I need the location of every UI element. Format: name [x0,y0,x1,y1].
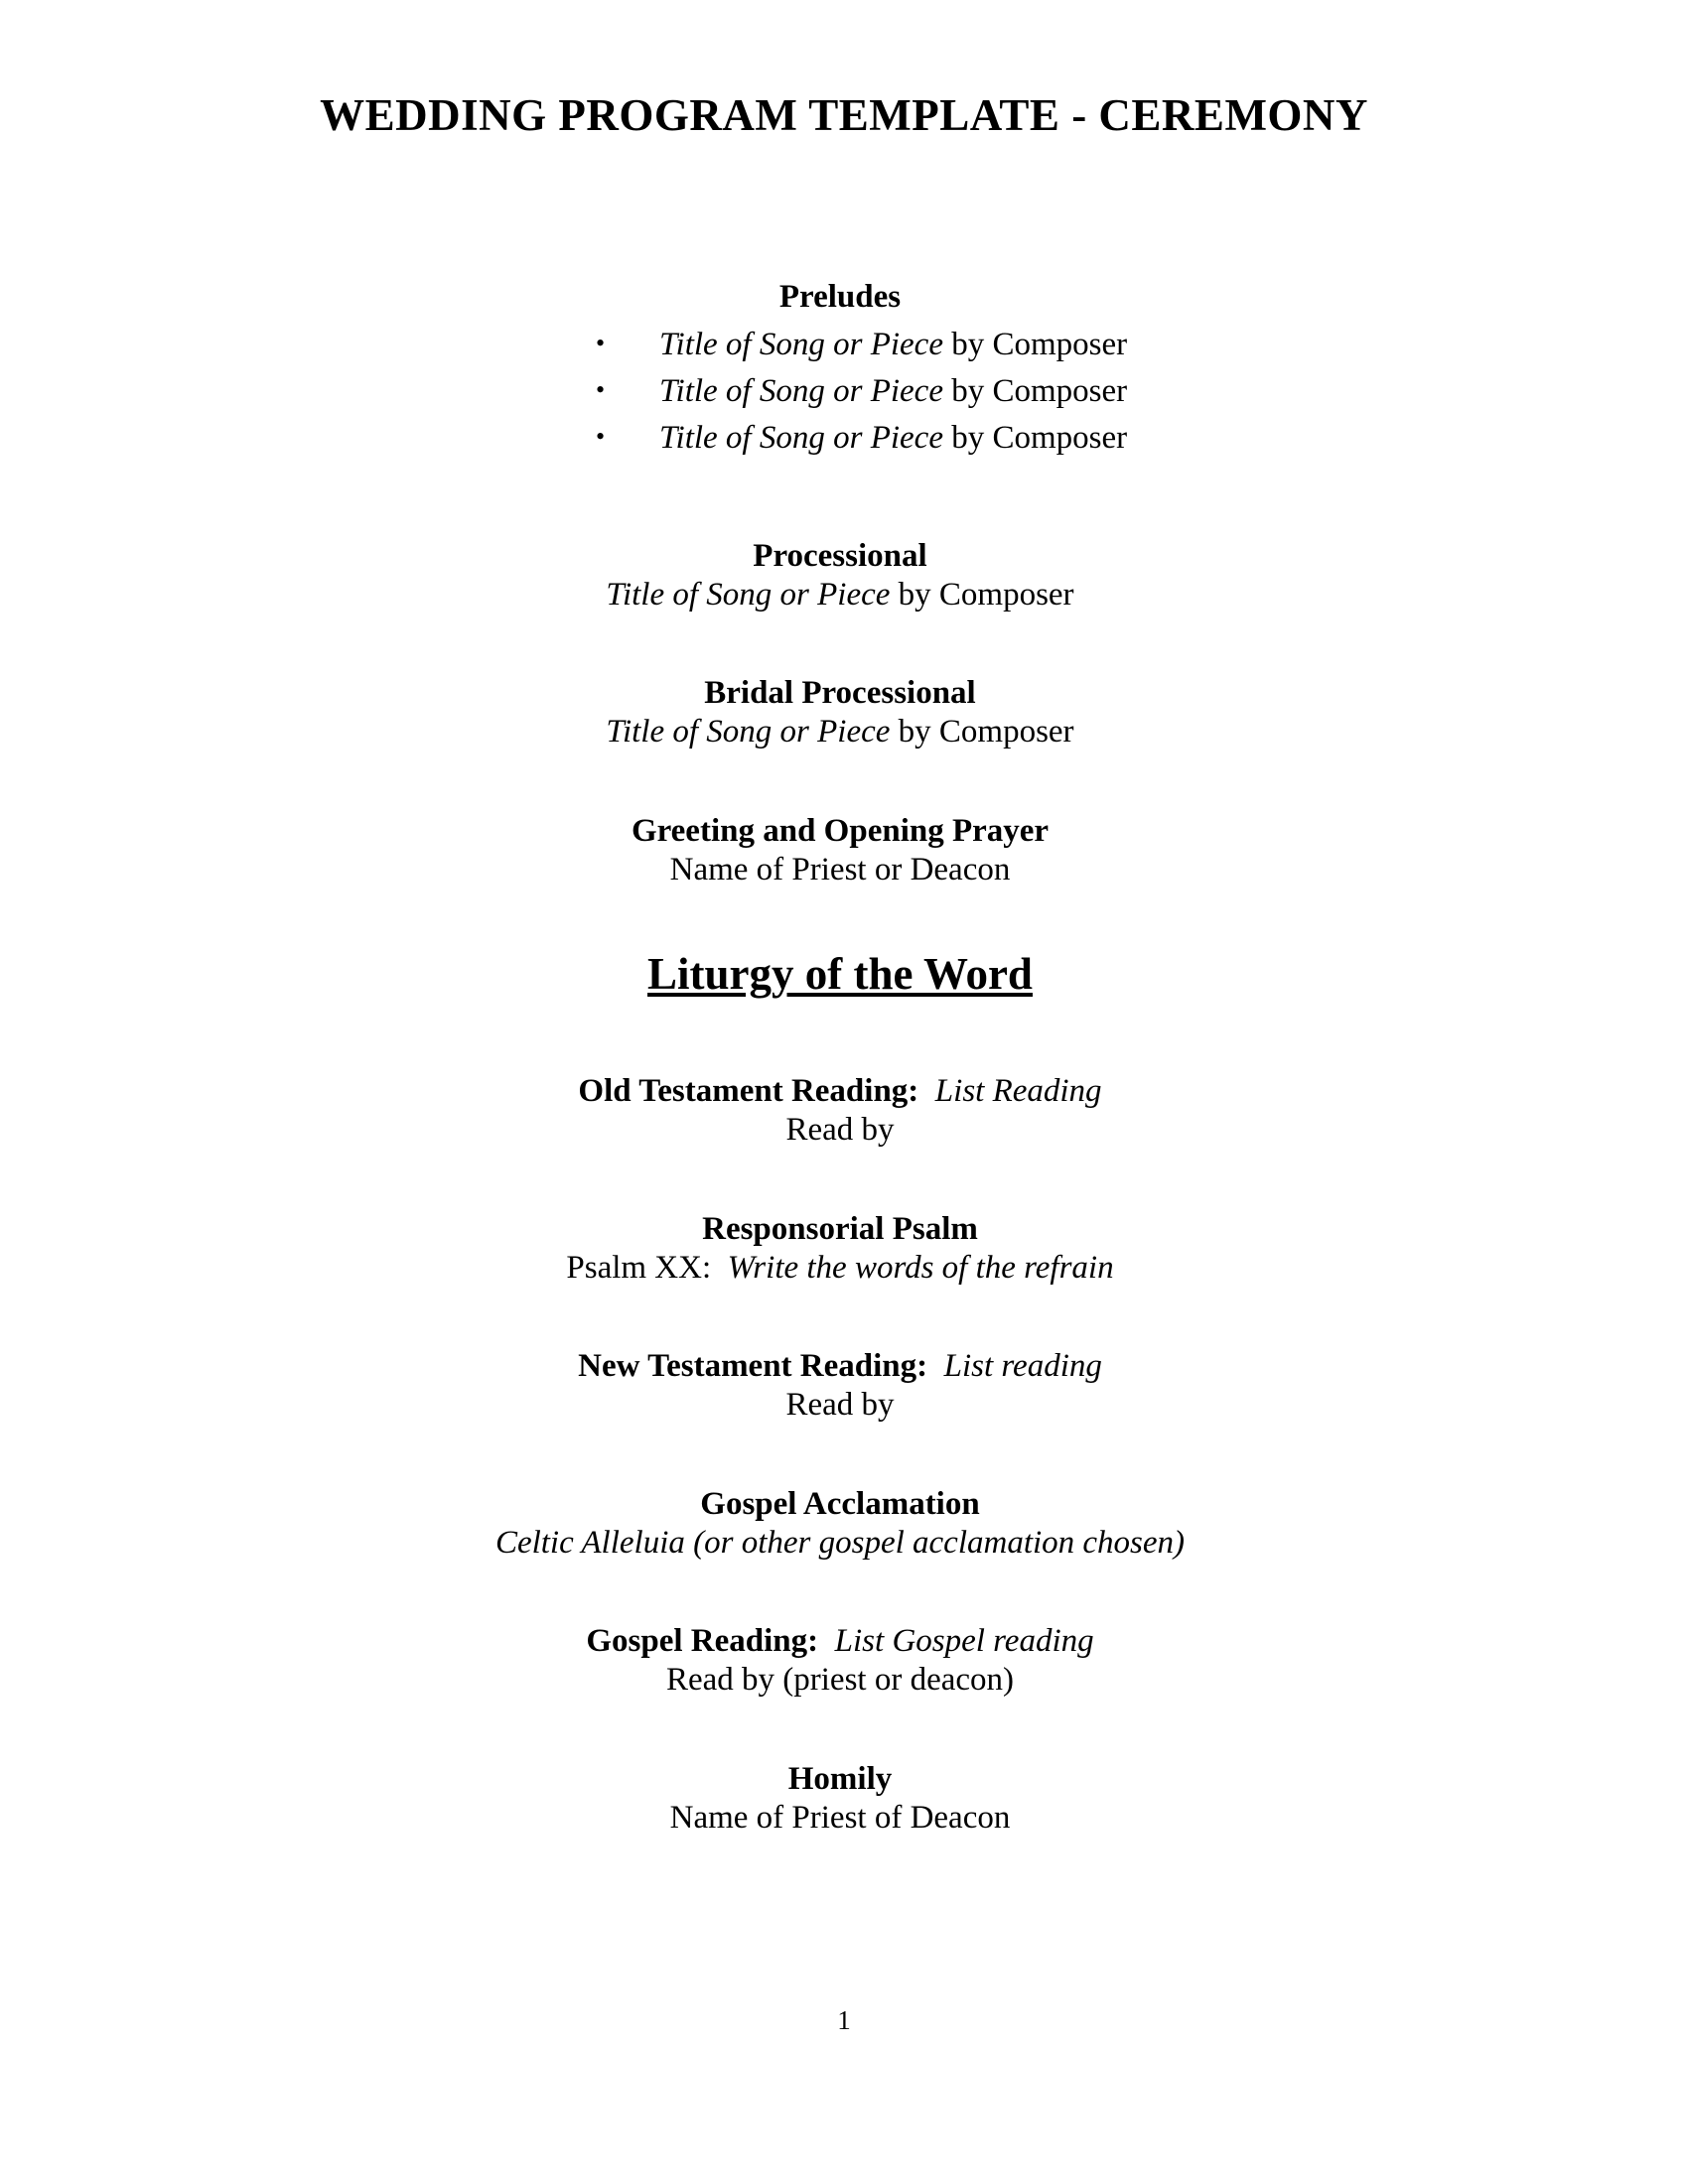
gospel-reading-read-by: Read by (priest or deacon) [665,1662,1015,1699]
processional-line [0,576,1680,615]
new-testament-heading-row [0,1347,1680,1386]
psalm-label: Psalm XX: [566,1249,712,1286]
spacer [0,614,1680,674]
prelude-entry [659,325,1127,364]
greeting-line: Name of Priest or Deacon [669,851,1011,887]
spacer [0,1001,1680,1072]
gospel-acclamation-heading: Gospel Acclamation [700,1485,980,1522]
prelude-entry [659,371,1127,411]
spacer [0,752,1680,812]
prelude-credit: by Composer [942,373,1128,410]
list-item [596,325,1680,364]
section-bridal-processional [0,674,1680,752]
new-testament-value: List reading [943,1348,1102,1385]
bridal-processional-credit: by Composer [890,714,1074,751]
prelude-title: Title of Song or Piece [659,326,943,362]
spacer [0,466,1680,537]
list-item [596,418,1680,458]
section-greeting [0,812,1680,890]
prelude-credit: by Composer [942,326,1128,362]
greeting-heading: Greeting and Opening Prayer [631,812,1050,849]
section-gospel-reading [0,1622,1680,1701]
old-testament-value: List Reading [934,1073,1102,1110]
spacer [0,1288,1680,1347]
bridal-processional-title: Title of Song or Piece [606,714,891,751]
section-preludes [0,278,1680,459]
old-testament-read-by: Read by [785,1111,895,1148]
processional-title: Title of Song or Piece [606,576,891,613]
prelude-credit: by Composer [942,420,1128,457]
spacer [0,1151,1680,1210]
section-processional [0,537,1680,615]
prelude-entry [659,418,1127,458]
gospel-acclamation-value: Celtic Alleluia (or other gospel acclamation chosen) [494,1524,1186,1561]
bridal-processional-line [0,713,1680,752]
gospel-reading-heading-row [0,1622,1680,1661]
bridal-processional-heading: Bridal Processional [704,675,976,712]
preludes-list [0,325,1680,459]
bullet-point-icon: • [596,328,606,357]
document-body [0,278,1680,1838]
page-number: 1 [837,2005,851,2035]
section-gospel-acclamation [0,1485,1680,1564]
psalm-refrain: Write the words of the refrain [727,1249,1114,1286]
responsorial-psalm-line [0,1249,1680,1289]
spacer [0,1701,1680,1760]
old-testament-heading-row [0,1072,1680,1111]
section-homily [0,1760,1680,1839]
section-old-testament-reading [0,1072,1680,1151]
new-testament-heading: New Testament Reading: [578,1348,928,1385]
homily-heading: Homily [787,1760,893,1797]
spacer [0,1426,1680,1485]
gospel-reading-heading: Gospel Reading: [586,1623,819,1660]
processional-heading: Processional [753,537,927,574]
prelude-title: Title of Song or Piece [659,373,943,410]
document-title: WEDDING PROGRAM TEMPLATE - CEREMONY [320,90,1368,140]
list-item [596,371,1680,411]
homily-line: Name of Priest of Deacon [669,1799,1011,1836]
gospel-reading-value: List Gospel reading [834,1623,1094,1660]
responsorial-psalm-heading: Responsorial Psalm [702,1210,978,1247]
section-responsorial-psalm [0,1210,1680,1289]
section-new-testament-reading [0,1347,1680,1426]
new-testament-read-by: Read by [785,1387,895,1424]
old-testament-heading: Old Testament Reading: [578,1073,919,1110]
prelude-title: Title of Song or Piece [659,420,943,457]
spacer [0,1563,1680,1622]
spacer [0,889,1680,949]
processional-credit: by Composer [890,576,1074,613]
liturgy-of-the-word-heading: Liturgy of the Word [647,949,1033,1000]
bullet-point-icon: • [596,422,606,452]
preludes-heading: Preludes [778,279,902,315]
section-liturgy-of-the-word [0,949,1680,1001]
bullet-point-icon: • [596,375,606,405]
